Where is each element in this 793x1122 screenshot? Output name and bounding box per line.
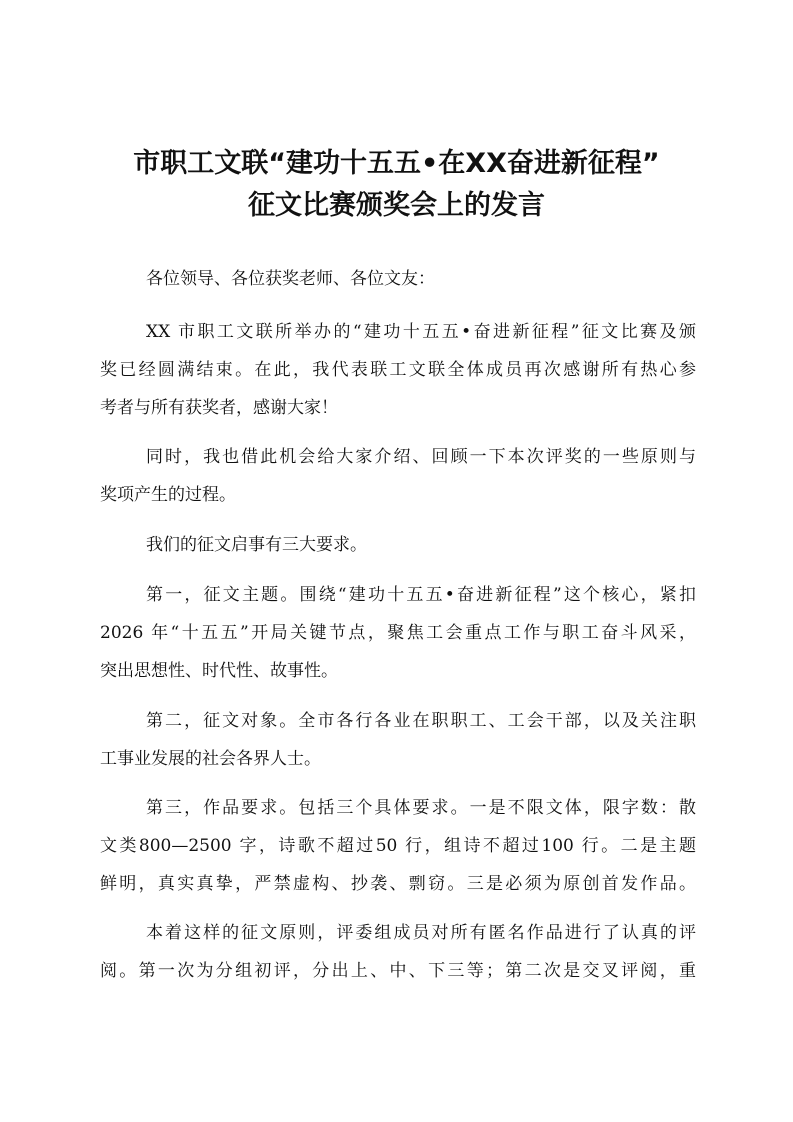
greeting: 各位领导、各位获奖老师、各位文友： [146,269,435,289]
paragraph-3-line-1: 我们的征文启事有三大要求。 [146,535,367,555]
paragraph-1-line-1: XX 市职工文联所举办的“建功十五五•奋进新征程”征文比赛及颁 [146,322,696,342]
paragraph-2-line-2: 奖项产生的过程。 [100,485,236,505]
document-title-line-1: 市职工文联“建功十五五•在XX奋进新征程” [133,148,660,179]
paragraph-1-line-3: 考者与所有获奖者，感谢大家！ [100,398,338,418]
paragraph-7-line-2: 阅。第一次为分组初评，分出上、中、下三等；第二次是交叉评阅，重 [100,961,696,981]
paragraph-4-line-1: 第一，征文主题。围绕“建功十五五•奋进新征程”这个核心，紧扣 [146,585,696,605]
paragraph-5-line-2: 工事业发展的社会各界人士。 [100,749,321,769]
document-title-line-2: 征文比赛颁奖会上的发言 [248,190,545,221]
paragraph-1-line-2: 奖已经圆满结束。在此，我代表联工文联全体成员再次感谢所有热心参 [100,360,696,380]
paragraph-4-line-2: 2026 年“十五五”开局关键节点，聚焦工会重点工作与职工奋斗风采， [100,623,696,643]
paragraph-6-line-2: 文类800—2500 字，诗歌不超过50 行，组诗不超过100 行。二是主题 [100,836,696,856]
paragraph-4-line-3: 突出思想性、时代性、故事性。 [100,661,338,681]
paragraph-2-line-1: 同时，我也借此机会给大家介绍、回顾一下本次评奖的一些原则与 [146,447,696,467]
paragraph-6-line-1: 第三，作品要求。包括三个具体要求。一是不限文体，限字数：散 [146,798,696,818]
paragraph-5-line-1: 第二，征文对象。全市各行各业在职职工、工会干部，以及关注职 [146,711,696,731]
paragraph-7-line-1: 本着这样的征文原则，评委组成员对所有匿名作品进行了认真的评 [146,923,696,943]
paragraph-6-line-3: 鲜明，真实真挚，严禁虚构、抄袭、剽窃。三是必须为原创首发作品。 [100,874,696,894]
